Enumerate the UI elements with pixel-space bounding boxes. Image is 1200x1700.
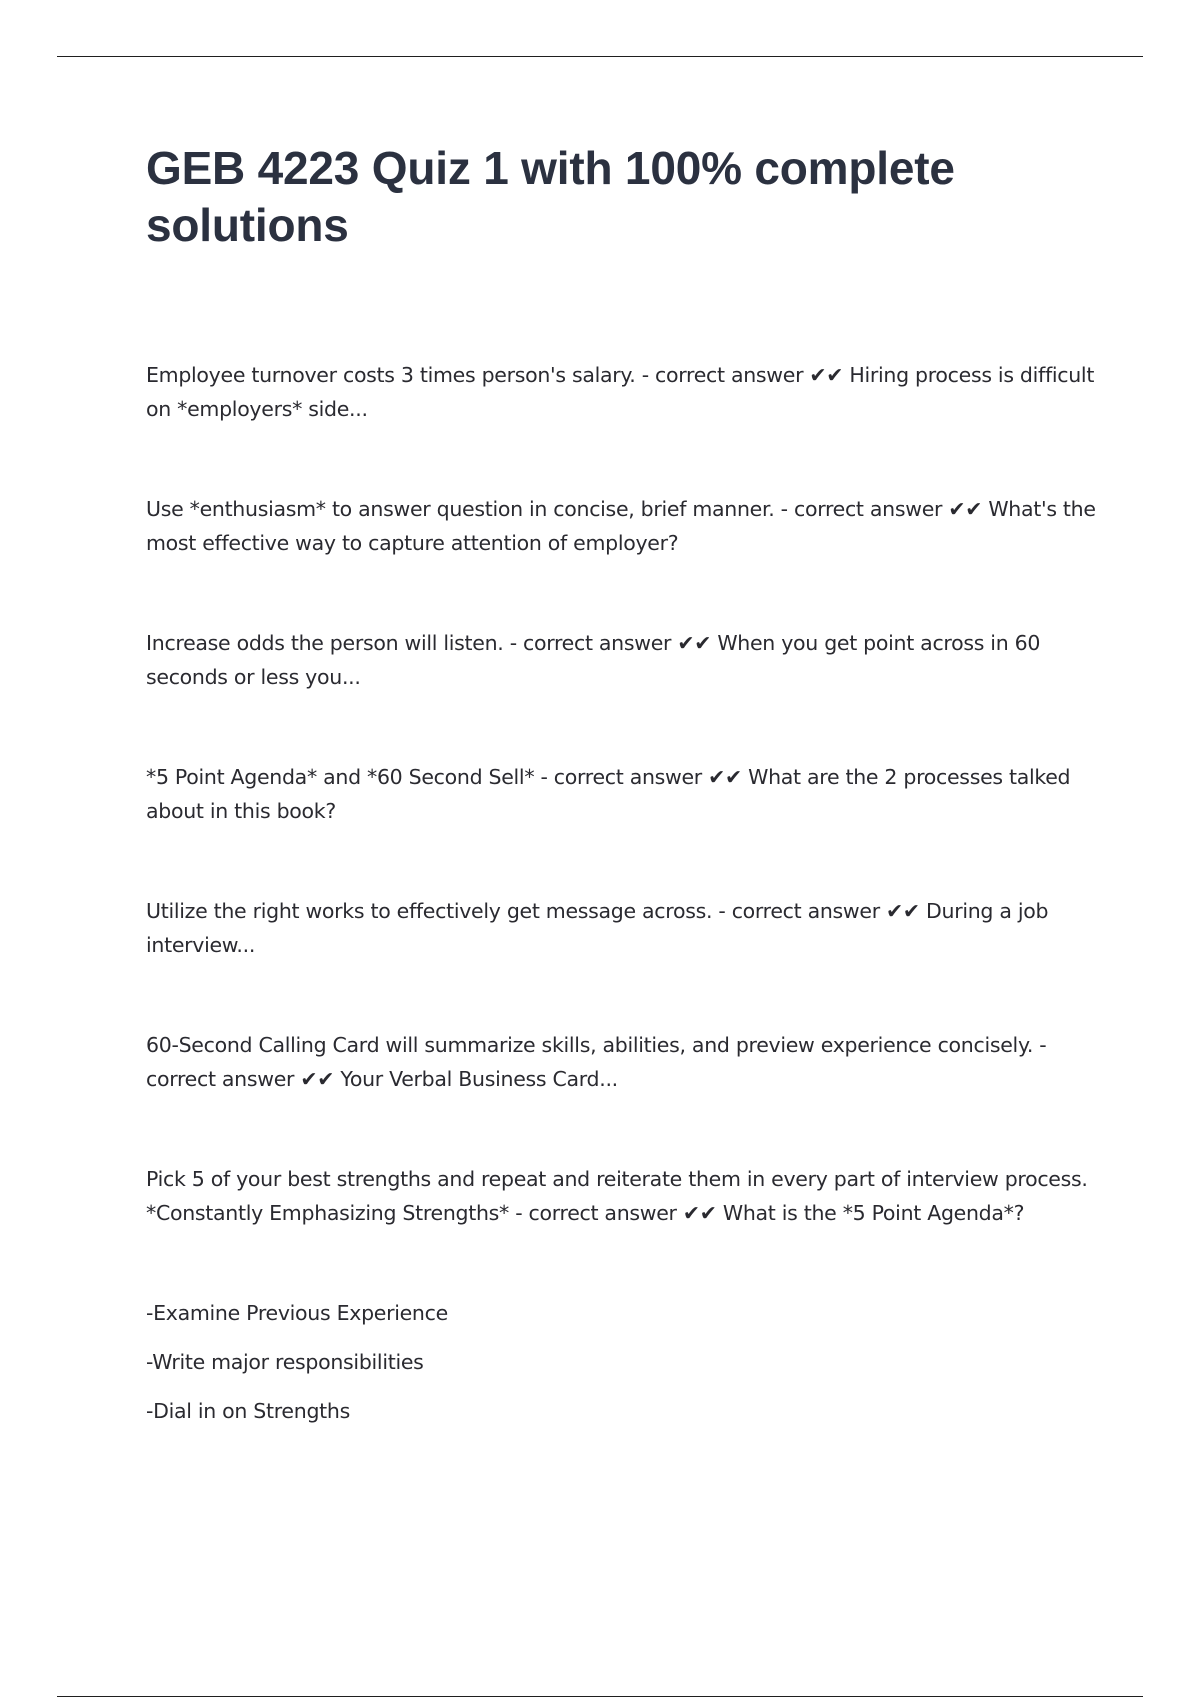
step-item: -Dial in on Strengths bbox=[146, 1399, 350, 1423]
qa-item: 60-Second Calling Card will summarize skills, abilities, and preview experience concisely. - correct answer ✔✔ Your Verbal Business Card... bbox=[146, 1033, 1047, 1091]
step-item: -Write major responsibilities bbox=[146, 1350, 424, 1374]
steps-list bbox=[146, 1296, 1106, 1428]
step-item: -Examine Previous Experience bbox=[146, 1301, 448, 1325]
qa-item: *5 Point Agenda* and *60 Second Sell* - correct answer ✔✔ What are the 2 processes talked about in this book? bbox=[146, 765, 1071, 823]
bottom-divider bbox=[57, 1696, 1143, 1697]
document-body bbox=[146, 140, 1106, 1443]
qa-list bbox=[146, 358, 1106, 1230]
qa-item: Utilize the right works to effectively get message across. - correct answer ✔✔ During a job interview... bbox=[146, 899, 1049, 957]
document-title: GEB 4223 Quiz 1 with 100% complete solutions bbox=[146, 142, 955, 251]
top-divider bbox=[57, 56, 1143, 57]
qa-item: Pick 5 of your best strengths and repeat and reiterate them in every part of interview process. *Constantly Emphasizing Strengths* - correct answer ✔✔ What is the *5 Point Agenda*? bbox=[146, 1167, 1088, 1225]
qa-item: Increase odds the person will listen. - correct answer ✔✔ When you get point across in 60 seconds or less you... bbox=[146, 631, 1041, 689]
qa-item: Use *enthusiasm* to answer question in concise, brief manner. - correct answer ✔✔ What's the most effective way to capture attention of employer? bbox=[146, 497, 1096, 555]
qa-item: Employee turnover costs 3 times person's salary. - correct answer ✔✔ Hiring process is difficult on *employers* side... bbox=[146, 363, 1095, 421]
